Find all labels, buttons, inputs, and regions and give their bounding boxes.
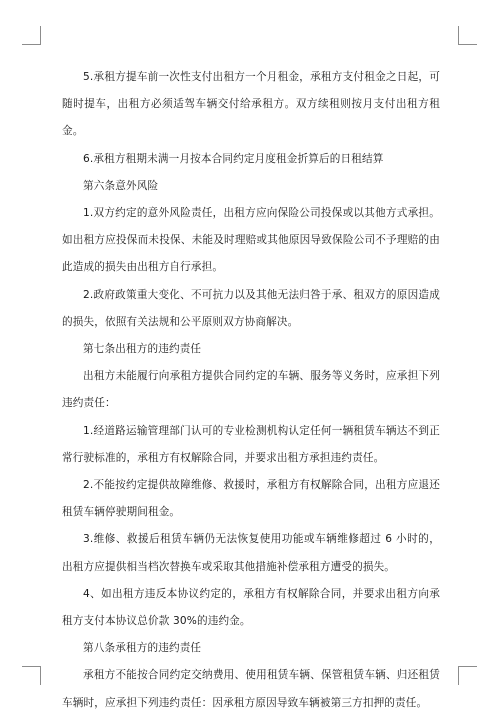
crop-mark-bottom-left	[22, 666, 41, 685]
crop-mark-bottom-right	[458, 666, 477, 685]
section-heading-article-7: 第七条出租方的违约责任	[83, 343, 202, 356]
paragraph-article-8-intro: 承租方不能按合同约定交纳费用、使用租赁车辆、保管租赁车辆、归还租赁车辆时，应承担下列违约责任：因承租方原因导致车辆被第三方扣押的责任。	[62, 669, 440, 709]
paragraph-clause-7-4: 4、如出租方违反本协议约定的，承租方有权解除合同，并要求出租方向承租方支付本协议总价款 30%的违约金。	[62, 587, 440, 628]
paragraph-clause-6-1: 1.双方约定的意外风险责任，出租方应向保险公司投保或以其他方式承担。如出租方应投保而未投保、未能及时理赔或其他原因导致保险公司不予理赔的由此造成的损失由出租方自行承担。	[62, 207, 440, 274]
paragraph-clause-5-6: 6.承租方租期未满一月按本合同约定月度租金折算后的日租结算	[83, 152, 384, 165]
paragraph-clause-6-2: 2.政府政策重大变化、不可抗力以及其他无法归咎于承、租双方的原因造成的损失，依照有关法规和公平原则双方协商解决。	[62, 288, 440, 328]
document-body	[62, 64, 440, 717]
crop-mark-top-left	[22, 26, 41, 45]
paragraph-clause-7-2: 2.不能按约定提供故障维修、救援时，承租方有权解除合同，出租方应退还租赁车辆停驶期间租金。	[62, 479, 440, 519]
section-heading-article-8: 第八条承租方的违约责任	[83, 642, 202, 655]
paragraph-clause-7-3: 3.维修、救援后租赁车辆仍无法恢复使用功能或车辆维修超过 6 小时的，出租方应提供相当档次替换车或采取其他措施补偿承租方遭受的损失。	[62, 533, 440, 573]
section-heading-article-6: 第六条意外风险	[83, 179, 159, 192]
paragraph-clause-7-1: 1.经道路运输管理部门认可的专业检测机构认定任何一辆租赁车辆达不到正常行驶标准的，承租方有权解除合同，并要求出租方承担违约责任。	[62, 424, 440, 464]
paragraph-clause-5-5: 5.承租方提车前一次性支付出租方一个月租金，承租方支付租金之日起，可随时提车，出租方必须适驾车辆交付给承租方。双方续租则按月支付出租方租金。	[62, 71, 440, 138]
paragraph-article-7-intro: 出租方未能履行向承租方提供合同约定的车辆、服务等义务时，应承担下列违约责任：	[62, 370, 440, 410]
crop-mark-top-right	[458, 26, 477, 45]
